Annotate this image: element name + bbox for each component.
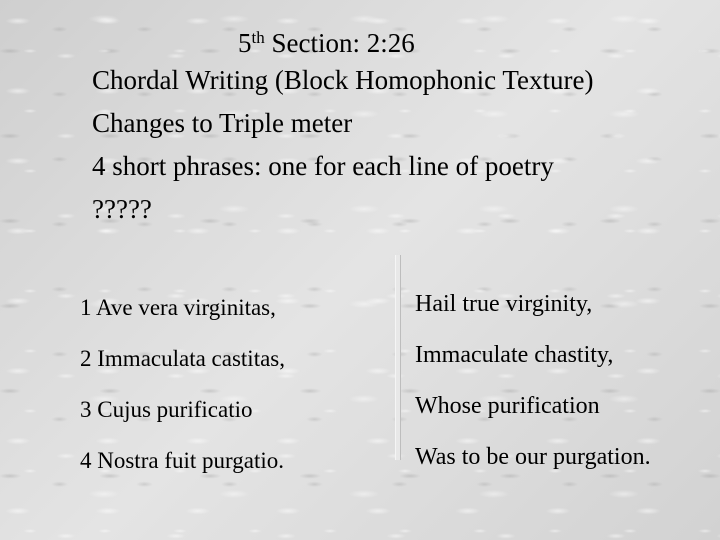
section-heading: [238, 18, 415, 63]
english-line: Immaculate chastity,: [415, 342, 614, 368]
bullet-item: 4 short phrases: one for each line of poetry: [92, 151, 554, 181]
bullet-item: ?????: [92, 194, 152, 224]
section-time: Section: 2:26: [264, 28, 415, 58]
latin-line: 3 Cujus purificatio: [80, 397, 253, 422]
bullet-item: Chordal Writing (Block Homophonic Texture): [92, 65, 594, 95]
section-number: 5: [238, 28, 252, 58]
latin-line: 4 Nostra fuit purgatio.: [80, 448, 284, 473]
english-line: Was to be our purgation.: [415, 444, 651, 470]
latin-line: 2 Immaculata castitas,: [80, 346, 286, 371]
english-line: Hail true virginity,: [415, 291, 593, 317]
english-line: Whose purification: [415, 393, 600, 419]
bullet-item: Changes to Triple meter: [92, 108, 353, 138]
latin-line: 1 Ave vera virginitas,: [80, 295, 276, 320]
column-divider: [396, 255, 400, 460]
ordinal-suffix: th: [251, 28, 265, 47]
bullet-list: [92, 59, 593, 231]
